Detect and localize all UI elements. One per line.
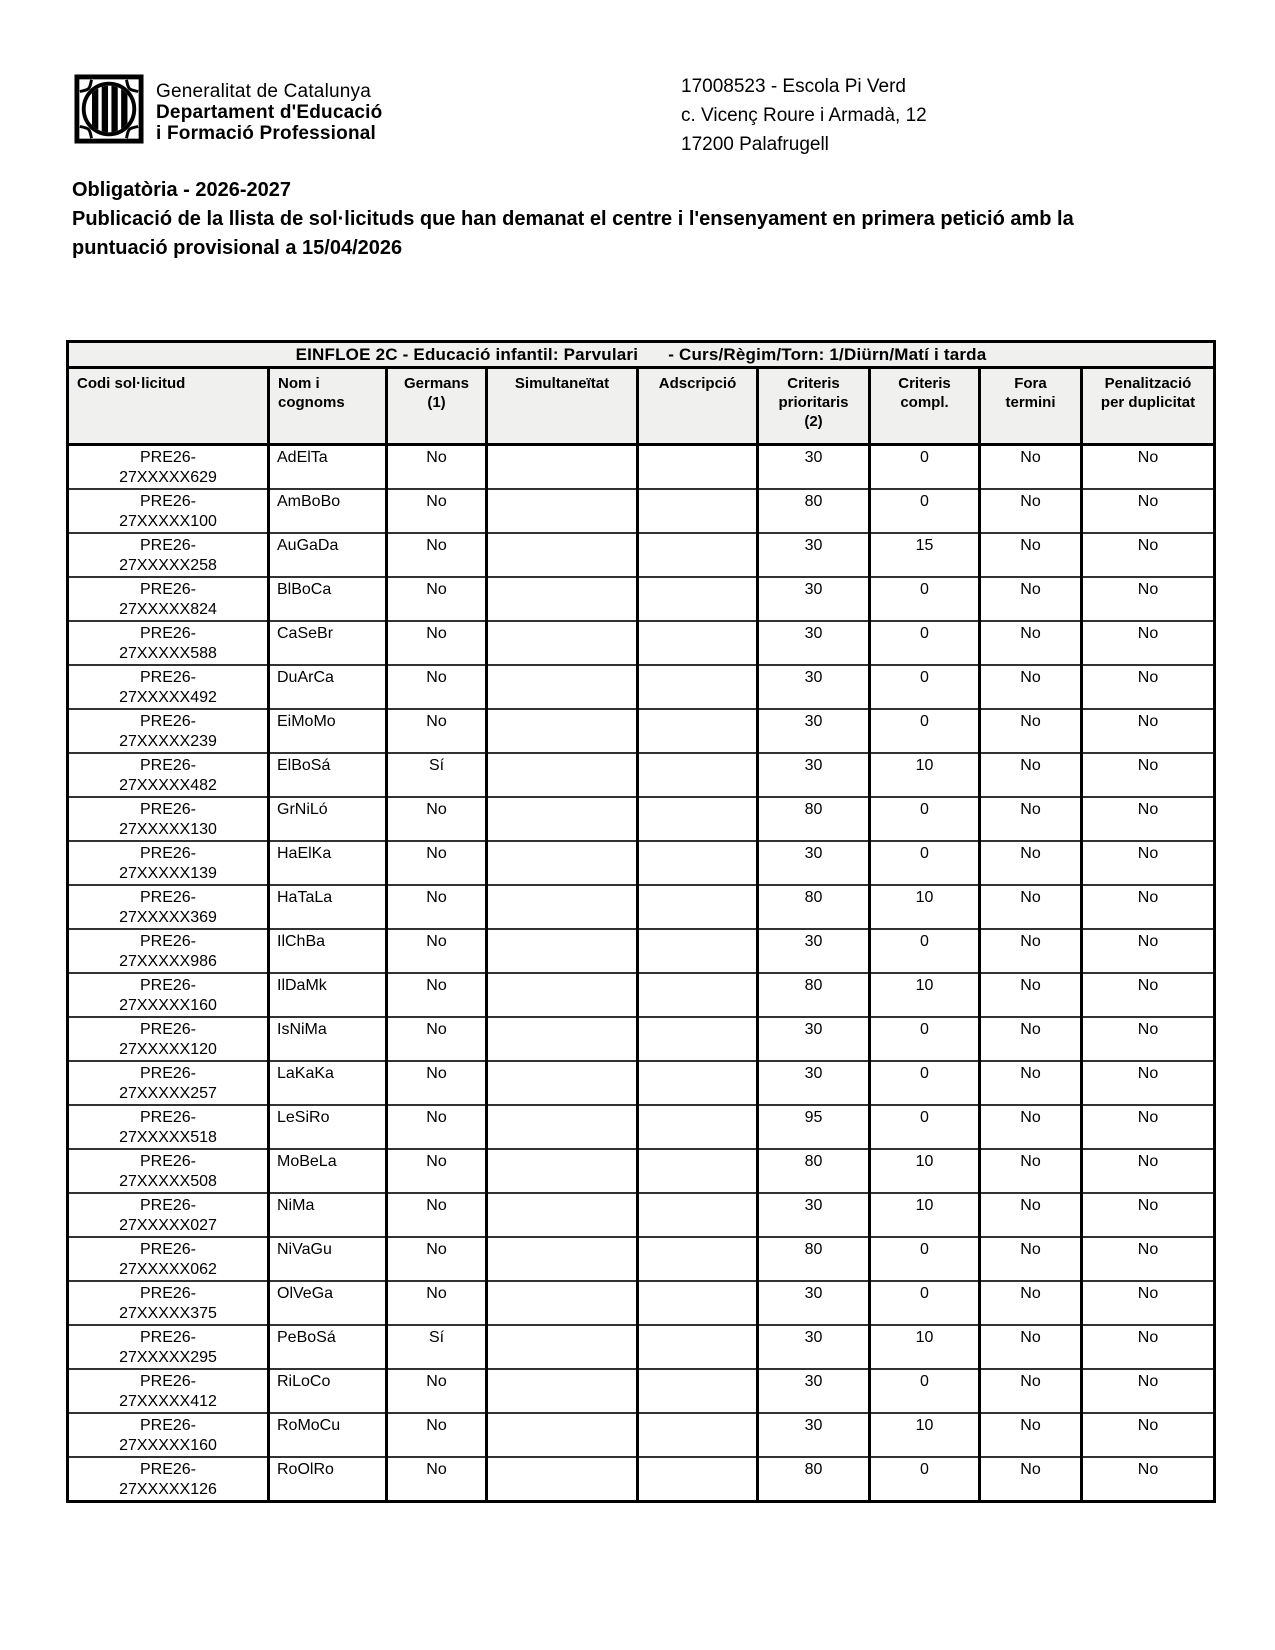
column-header-fora: Fora termini xyxy=(980,368,1082,445)
cell-prioritaris: 30 xyxy=(758,1281,870,1325)
doc-title-regime-year: Obligatòria - 2026-2027 xyxy=(72,179,291,201)
cell-fora: No xyxy=(980,973,1082,1017)
application-code: PRE26-27XXXXX412 xyxy=(119,1373,217,1410)
table-row xyxy=(68,973,1215,1017)
cell-germans: No xyxy=(387,1281,487,1325)
cell-compl: 0 xyxy=(870,1281,980,1325)
cell-penalitzacio: No xyxy=(1082,885,1215,929)
cell-fora: No xyxy=(980,753,1082,797)
cell-adscripcio xyxy=(638,1369,758,1413)
cell-penalitzacio: No xyxy=(1082,753,1215,797)
application-code: PRE26-27XXXXX518 xyxy=(119,1109,217,1146)
application-code: PRE26-27XXXXX375 xyxy=(119,1285,217,1322)
cell-prioritaris: 95 xyxy=(758,1105,870,1149)
application-code: PRE26-27XXXXX160 xyxy=(119,977,217,1014)
cell-compl: 0 xyxy=(870,665,980,709)
cell-codi xyxy=(68,621,269,665)
applications-table xyxy=(66,340,1216,1503)
cell-codi xyxy=(68,1237,269,1281)
cell-adscripcio xyxy=(638,1017,758,1061)
cell-codi xyxy=(68,1061,269,1105)
cell-nom: ElBoSá xyxy=(269,753,387,797)
application-code: PRE26-27XXXXX295 xyxy=(119,1329,217,1366)
cell-prioritaris: 30 xyxy=(758,1413,870,1457)
cell-simultaneitat xyxy=(487,533,638,577)
cell-nom: EiMoMo xyxy=(269,709,387,753)
cell-germans: No xyxy=(387,885,487,929)
cell-compl: 0 xyxy=(870,709,980,753)
cell-germans: No xyxy=(387,1105,487,1149)
column-header-penalitzacio: Penalització per duplicitat xyxy=(1082,368,1215,445)
cell-simultaneitat xyxy=(487,885,638,929)
application-code: PRE26-27XXXXX139 xyxy=(119,845,217,882)
cell-simultaneitat xyxy=(487,1061,638,1105)
application-code: PRE26-27XXXXX062 xyxy=(119,1241,217,1278)
cell-simultaneitat xyxy=(487,1149,638,1193)
table-row xyxy=(68,1193,1215,1237)
application-code: PRE26-27XXXXX257 xyxy=(119,1065,217,1102)
cell-codi xyxy=(68,1281,269,1325)
cell-adscripcio xyxy=(638,1237,758,1281)
cell-nom: HaElKa xyxy=(269,841,387,885)
cell-nom: HaTaLa xyxy=(269,885,387,929)
cell-simultaneitat xyxy=(487,1105,638,1149)
table-row xyxy=(68,1369,1215,1413)
cell-adscripcio xyxy=(638,929,758,973)
cell-simultaneitat xyxy=(487,1325,638,1369)
table-row xyxy=(68,1149,1215,1193)
cell-penalitzacio: No xyxy=(1082,1149,1215,1193)
gencat-brand xyxy=(74,74,382,144)
cell-germans: No xyxy=(387,1193,487,1237)
cell-simultaneitat xyxy=(487,841,638,885)
table-row xyxy=(68,1105,1215,1149)
cell-germans: No xyxy=(387,973,487,1017)
cell-prioritaris: 30 xyxy=(758,621,870,665)
cell-compl: 0 xyxy=(870,797,980,841)
school-code-name: 17008523 - Escola Pi Verd xyxy=(681,76,906,97)
cell-prioritaris: 80 xyxy=(758,1457,870,1502)
cell-adscripcio xyxy=(638,1457,758,1502)
cell-codi xyxy=(68,885,269,929)
cell-simultaneitat xyxy=(487,1457,638,1502)
cell-prioritaris: 80 xyxy=(758,1149,870,1193)
gencat-seal-icon xyxy=(74,74,144,144)
cell-compl: 10 xyxy=(870,973,980,1017)
cell-compl: 10 xyxy=(870,1149,980,1193)
brand-line-department-2: i Formació Professional xyxy=(156,123,376,144)
cell-prioritaris: 30 xyxy=(758,445,870,490)
table-caption-row xyxy=(68,342,1215,368)
cell-adscripcio xyxy=(638,445,758,490)
cell-nom: IlDaMk xyxy=(269,973,387,1017)
cell-prioritaris: 30 xyxy=(758,1061,870,1105)
cell-compl: 15 xyxy=(870,533,980,577)
cell-penalitzacio: No xyxy=(1082,1413,1215,1457)
column-header-codi: Codi sol·licitud xyxy=(68,368,269,445)
school-info xyxy=(681,72,927,159)
table-row xyxy=(68,1061,1215,1105)
cell-penalitzacio: No xyxy=(1082,489,1215,533)
cell-adscripcio xyxy=(638,489,758,533)
cell-simultaneitat xyxy=(487,665,638,709)
cell-simultaneitat xyxy=(487,1237,638,1281)
cell-fora: No xyxy=(980,709,1082,753)
cell-prioritaris: 80 xyxy=(758,973,870,1017)
column-header-prioritaris: Criteris prioritaris (2) xyxy=(758,368,870,445)
table-row xyxy=(68,621,1215,665)
cell-codi xyxy=(68,929,269,973)
column-header-simultaneitat: Simultaneïtat xyxy=(487,368,638,445)
cell-nom: AmBoBo xyxy=(269,489,387,533)
cell-codi xyxy=(68,533,269,577)
application-code: PRE26-27XXXXX986 xyxy=(119,933,217,970)
cell-nom: GrNiLó xyxy=(269,797,387,841)
cell-fora: No xyxy=(980,621,1082,665)
cell-prioritaris: 30 xyxy=(758,1193,870,1237)
column-header-germans: Germans (1) xyxy=(387,368,487,445)
cell-prioritaris: 30 xyxy=(758,665,870,709)
cell-simultaneitat xyxy=(487,621,638,665)
cell-prioritaris: 30 xyxy=(758,1369,870,1413)
application-code: PRE26-27XXXXX492 xyxy=(119,669,217,706)
cell-codi xyxy=(68,445,269,490)
cell-fora: No xyxy=(980,841,1082,885)
cell-adscripcio xyxy=(638,1281,758,1325)
cell-nom: PeBoSá xyxy=(269,1325,387,1369)
cell-nom: IsNiMa xyxy=(269,1017,387,1061)
cell-codi xyxy=(68,709,269,753)
cell-fora: No xyxy=(980,1237,1082,1281)
cell-simultaneitat xyxy=(487,709,638,753)
caption-ensenyament: EINFLOE 2C - Educació infantil: Parvulari xyxy=(295,344,639,364)
cell-codi xyxy=(68,1193,269,1237)
cell-simultaneitat xyxy=(487,445,638,490)
cell-compl: 0 xyxy=(870,1061,980,1105)
gencat-brand-text xyxy=(156,74,382,144)
cell-simultaneitat xyxy=(487,1281,638,1325)
cell-germans: No xyxy=(387,797,487,841)
cell-penalitzacio: No xyxy=(1082,929,1215,973)
application-code: PRE26-27XXXXX120 xyxy=(119,1021,217,1058)
cell-adscripcio xyxy=(638,577,758,621)
cell-germans: No xyxy=(387,577,487,621)
table-row xyxy=(68,1237,1215,1281)
cell-fora: No xyxy=(980,1193,1082,1237)
cell-simultaneitat xyxy=(487,577,638,621)
cell-nom: NiMa xyxy=(269,1193,387,1237)
cell-penalitzacio: No xyxy=(1082,1105,1215,1149)
cell-prioritaris: 30 xyxy=(758,533,870,577)
cell-compl: 0 xyxy=(870,1369,980,1413)
cell-adscripcio xyxy=(638,753,758,797)
cell-nom: CaSeBr xyxy=(269,621,387,665)
column-header-nom: Nom i cognoms xyxy=(269,368,387,445)
cell-penalitzacio: No xyxy=(1082,1017,1215,1061)
cell-germans: No xyxy=(387,1017,487,1061)
table-row xyxy=(68,1457,1215,1502)
cell-adscripcio xyxy=(638,885,758,929)
cell-prioritaris: 30 xyxy=(758,577,870,621)
cell-penalitzacio: No xyxy=(1082,1193,1215,1237)
cell-codi xyxy=(68,1457,269,1502)
cell-penalitzacio: No xyxy=(1082,445,1215,490)
cell-prioritaris: 80 xyxy=(758,885,870,929)
cell-penalitzacio: No xyxy=(1082,1061,1215,1105)
cell-nom: LaKaKa xyxy=(269,1061,387,1105)
application-code: PRE26-27XXXXX508 xyxy=(119,1153,217,1190)
table-row xyxy=(68,1281,1215,1325)
cell-germans: No xyxy=(387,1061,487,1105)
table-row xyxy=(68,753,1215,797)
cell-adscripcio xyxy=(638,1149,758,1193)
cell-adscripcio xyxy=(638,665,758,709)
cell-adscripcio xyxy=(638,1061,758,1105)
cell-codi xyxy=(68,1017,269,1061)
cell-compl: 10 xyxy=(870,1413,980,1457)
school-postal-city: 17200 Palafrugell xyxy=(681,134,829,155)
cell-penalitzacio: No xyxy=(1082,533,1215,577)
cell-germans: No xyxy=(387,489,487,533)
cell-penalitzacio: No xyxy=(1082,1369,1215,1413)
table-header-row xyxy=(68,368,1215,445)
cell-germans: No xyxy=(387,1237,487,1281)
cell-fora: No xyxy=(980,1017,1082,1061)
application-code: PRE26-27XXXXX629 xyxy=(119,449,217,486)
cell-germans: No xyxy=(387,929,487,973)
cell-simultaneitat xyxy=(487,973,638,1017)
cell-penalitzacio: No xyxy=(1082,1325,1215,1369)
column-header-adscripcio: Adscripció xyxy=(638,368,758,445)
cell-fora: No xyxy=(980,929,1082,973)
table-row xyxy=(68,797,1215,841)
table-row xyxy=(68,533,1215,577)
cell-codi xyxy=(68,1325,269,1369)
cell-compl: 0 xyxy=(870,1105,980,1149)
table-row xyxy=(68,1413,1215,1457)
cell-nom: AuGaDa xyxy=(269,533,387,577)
cell-penalitzacio: No xyxy=(1082,841,1215,885)
cell-simultaneitat xyxy=(487,1369,638,1413)
cell-compl: 0 xyxy=(870,1237,980,1281)
table-row xyxy=(68,1325,1215,1369)
cell-nom: NiVaGu xyxy=(269,1237,387,1281)
brand-line-entity: Generalitat de Catalunya xyxy=(156,81,371,102)
cell-prioritaris: 30 xyxy=(758,841,870,885)
cell-codi xyxy=(68,753,269,797)
cell-nom: AdElTa xyxy=(269,445,387,490)
cell-fora: No xyxy=(980,1457,1082,1502)
cell-compl: 10 xyxy=(870,753,980,797)
cell-fora: No xyxy=(980,577,1082,621)
cell-fora: No xyxy=(980,885,1082,929)
cell-codi xyxy=(68,973,269,1017)
cell-fora: No xyxy=(980,1105,1082,1149)
cell-adscripcio xyxy=(638,621,758,665)
brand-line-department: Departament d'Educació xyxy=(156,102,383,123)
cell-nom: IlChBa xyxy=(269,929,387,973)
cell-prioritaris: 30 xyxy=(758,1325,870,1369)
document-title-block xyxy=(72,176,1134,263)
application-code: PRE26-27XXXXX824 xyxy=(119,581,217,618)
cell-simultaneitat xyxy=(487,1413,638,1457)
cell-prioritaris: 30 xyxy=(758,709,870,753)
cell-compl: 0 xyxy=(870,577,980,621)
application-code: PRE26-27XXXXX258 xyxy=(119,537,217,574)
cell-compl: 0 xyxy=(870,929,980,973)
cell-simultaneitat xyxy=(487,489,638,533)
cell-compl: 10 xyxy=(870,1193,980,1237)
application-code: PRE26-27XXXXX126 xyxy=(119,1461,217,1498)
cell-fora: No xyxy=(980,665,1082,709)
cell-compl: 0 xyxy=(870,489,980,533)
cell-fora: No xyxy=(980,445,1082,490)
cell-penalitzacio: No xyxy=(1082,665,1215,709)
cell-fora: No xyxy=(980,1325,1082,1369)
cell-adscripcio xyxy=(638,797,758,841)
table-row xyxy=(68,665,1215,709)
cell-fora: No xyxy=(980,1281,1082,1325)
cell-nom: MoBeLa xyxy=(269,1149,387,1193)
cell-nom: RoOlRo xyxy=(269,1457,387,1502)
application-code: PRE26-27XXXXX369 xyxy=(119,889,217,926)
cell-germans: No xyxy=(387,841,487,885)
cell-nom: DuArCa xyxy=(269,665,387,709)
cell-adscripcio xyxy=(638,533,758,577)
cell-compl: 0 xyxy=(870,445,980,490)
cell-codi xyxy=(68,1149,269,1193)
table-caption xyxy=(68,342,1215,368)
cell-nom: LeSiRo xyxy=(269,1105,387,1149)
cell-germans: No xyxy=(387,1149,487,1193)
table-row xyxy=(68,885,1215,929)
cell-germans: Sí xyxy=(387,753,487,797)
cell-germans: No xyxy=(387,1369,487,1413)
application-code: PRE26-27XXXXX588 xyxy=(119,625,217,662)
table-row xyxy=(68,709,1215,753)
cell-fora: No xyxy=(980,1061,1082,1105)
application-code: PRE26-27XXXXX027 xyxy=(119,1197,217,1234)
cell-penalitzacio: No xyxy=(1082,1237,1215,1281)
cell-adscripcio xyxy=(638,1413,758,1457)
cell-germans: Sí xyxy=(387,1325,487,1369)
cell-compl: 0 xyxy=(870,621,980,665)
cell-simultaneitat xyxy=(487,1017,638,1061)
cell-penalitzacio: No xyxy=(1082,973,1215,1017)
table-body xyxy=(68,445,1215,1502)
cell-simultaneitat xyxy=(487,797,638,841)
cell-fora: No xyxy=(980,1369,1082,1413)
column-header-compl: Criteris compl. xyxy=(870,368,980,445)
cell-nom: RiLoCo xyxy=(269,1369,387,1413)
cell-fora: No xyxy=(980,797,1082,841)
cell-simultaneitat xyxy=(487,929,638,973)
table-row xyxy=(68,1017,1215,1061)
application-code: PRE26-27XXXXX239 xyxy=(119,713,217,750)
cell-fora: No xyxy=(980,1149,1082,1193)
cell-germans: No xyxy=(387,533,487,577)
cell-compl: 0 xyxy=(870,1017,980,1061)
cell-simultaneitat xyxy=(487,1193,638,1237)
cell-compl: 10 xyxy=(870,1325,980,1369)
caption-curs-regim-torn: - Curs/Règim/Torn: 1/Diürn/Matí i tarda xyxy=(668,344,987,364)
cell-codi xyxy=(68,1105,269,1149)
cell-fora: No xyxy=(980,1413,1082,1457)
cell-nom: OlVeGa xyxy=(269,1281,387,1325)
cell-germans: No xyxy=(387,1413,487,1457)
table-row xyxy=(68,445,1215,490)
cell-adscripcio xyxy=(638,1105,758,1149)
cell-codi xyxy=(68,577,269,621)
cell-germans: No xyxy=(387,621,487,665)
cell-simultaneitat xyxy=(487,753,638,797)
cell-compl: 0 xyxy=(870,841,980,885)
cell-codi xyxy=(68,665,269,709)
cell-adscripcio xyxy=(638,973,758,1017)
cell-prioritaris: 80 xyxy=(758,489,870,533)
cell-prioritaris: 30 xyxy=(758,929,870,973)
table-row xyxy=(68,841,1215,885)
cell-penalitzacio: No xyxy=(1082,797,1215,841)
cell-adscripcio xyxy=(638,709,758,753)
cell-adscripcio xyxy=(638,1193,758,1237)
cell-germans: No xyxy=(387,665,487,709)
cell-prioritaris: 80 xyxy=(758,797,870,841)
cell-compl: 0 xyxy=(870,1457,980,1502)
cell-germans: No xyxy=(387,1457,487,1502)
table-row xyxy=(68,929,1215,973)
cell-nom: BlBoCa xyxy=(269,577,387,621)
cell-codi xyxy=(68,841,269,885)
application-code: PRE26-27XXXXX160 xyxy=(119,1417,217,1454)
cell-nom: RoMoCu xyxy=(269,1413,387,1457)
cell-codi xyxy=(68,489,269,533)
cell-prioritaris: 30 xyxy=(758,1017,870,1061)
cell-germans: No xyxy=(387,445,487,490)
cell-penalitzacio: No xyxy=(1082,577,1215,621)
cell-prioritaris: 30 xyxy=(758,753,870,797)
application-code: PRE26-27XXXXX100 xyxy=(119,493,217,530)
cell-codi xyxy=(68,1413,269,1457)
cell-penalitzacio: No xyxy=(1082,621,1215,665)
table-row xyxy=(68,577,1215,621)
table-row xyxy=(68,489,1215,533)
cell-fora: No xyxy=(980,533,1082,577)
cell-adscripcio xyxy=(638,1325,758,1369)
cell-adscripcio xyxy=(638,841,758,885)
cell-codi xyxy=(68,797,269,841)
application-code: PRE26-27XXXXX482 xyxy=(119,757,217,794)
school-address: c. Vicenç Roure i Armadà, 12 xyxy=(681,105,927,126)
cell-fora: No xyxy=(980,489,1082,533)
cell-penalitzacio: No xyxy=(1082,709,1215,753)
cell-penalitzacio: No xyxy=(1082,1457,1215,1502)
cell-prioritaris: 80 xyxy=(758,1237,870,1281)
cell-germans: No xyxy=(387,709,487,753)
cell-compl: 10 xyxy=(870,885,980,929)
cell-penalitzacio: No xyxy=(1082,1281,1215,1325)
cell-codi xyxy=(68,1369,269,1413)
application-code: PRE26-27XXXXX130 xyxy=(119,801,217,838)
doc-title-publication: Publicació de la llista de sol·licituds que han demanat el centre i l'ensenyament en primera petició amb la puntuació provisional a 15/04/2026 xyxy=(72,208,1074,259)
